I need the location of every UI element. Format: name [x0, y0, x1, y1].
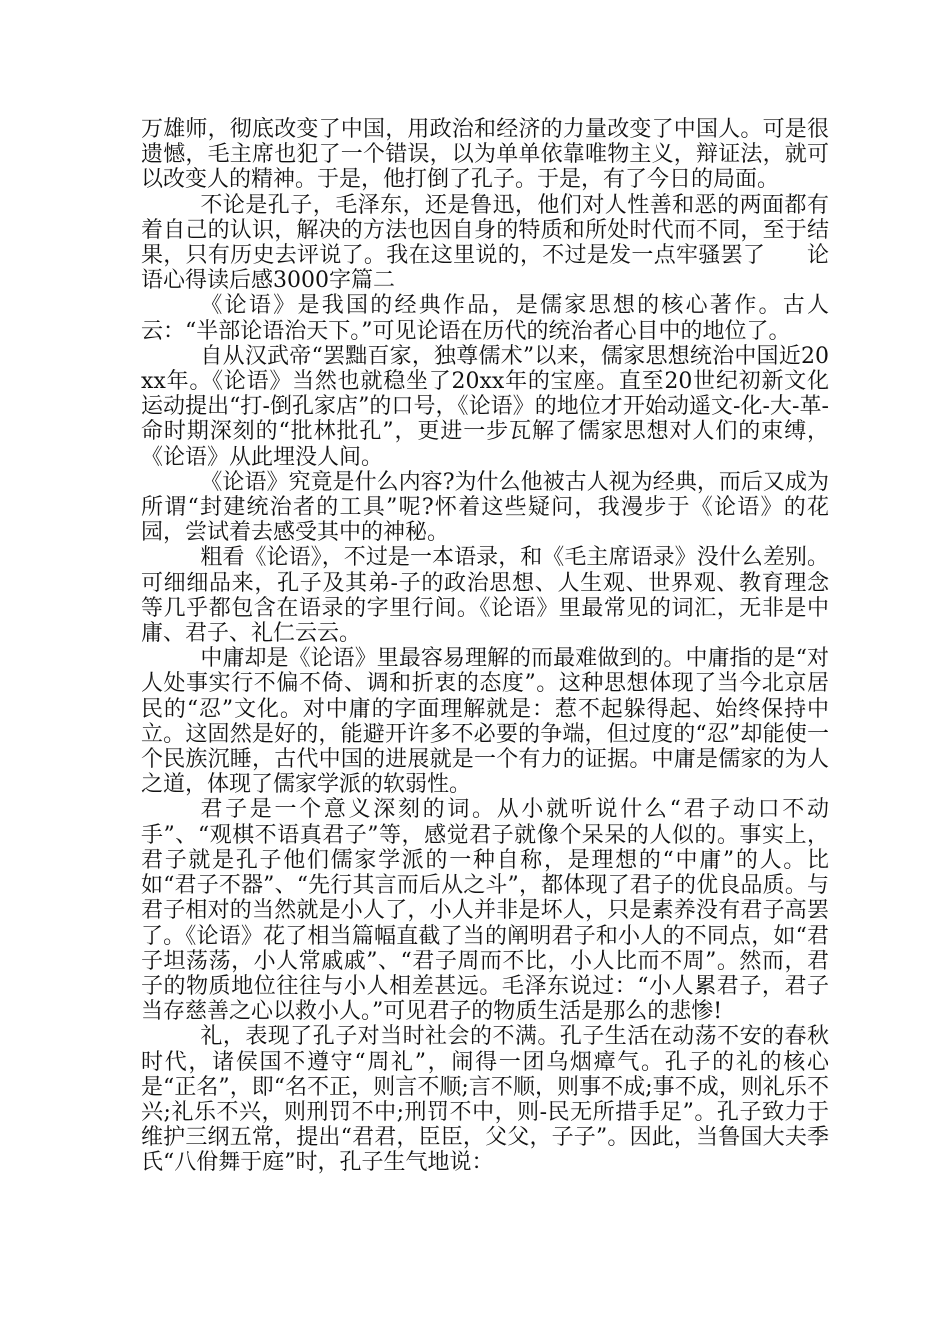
paragraph-1: 万雄师，彻底改变了中国，用政治和经济的力量改变了中国人。可是很遗憾，毛主席也犯了一个错误，以为单单依靠唯物主义，辩证法，就可以改变人的精神。于是，他打倒了孔子。于是，有了今日的局面。 — [141, 117, 829, 193]
paragraph-9: 礼，表现了孔子对当时社会的不满。孔子生活在动荡不安的春秋时代，诸侯国不遵守“周礼”，闹得一团乌烟瘴气。孔子的礼的核心是“正名”，即“名不正，则言不顺;言不顺，则事不成;事不成，则礼乐不兴;礼乐不兴，则刑罚不中;刑罚不中，则-民无所措手足”。孔子致力于维护三纲五常，提出“君君，臣臣，父父，子子”。因此，当鲁国大夫季氏“八佾舞于庭”时，孔子生气地说： — [141, 1024, 829, 1176]
paragraph-3: 《论语》是我国的经典作品，是儒家思想的核心著作。古人云：“半部论语治天下。”可见论语在历代的统治者心目中的地位了。 — [141, 293, 829, 344]
paragraph-4: 自从汉武帝“罢黜百家，独尊儒术”以来，儒家思想统治中国近20xx年。《论语》当然也就稳坐了20xx年的宝座。直至20世纪初新文化运动提出“打-倒孔家店”的口号，《论语》的地位才开始动遥文-化-大-革-命时期深刻的“批林批孔”，更进一步瓦解了儒家思想对人们的束缚，《论语》从此埋没人间。 — [141, 343, 829, 470]
paragraph-8: 君子是一个意义深刻的词。从小就听说什么“君子动口不动手”、“观棋不语真君子”等，感觉君子就像个呆呆的人似的。事实上，君子就是孔子他们儒家学派的一种自称，是理想的“中庸”的人。比如“君子不器”、“先行其言而后从之斗”，都体现了君子的优良品质。与君子相对的当然就是小人了，小人并非是坏人，只是素养没有君子高罢了。《论语》花了相当篇幅直截了当的阐明君子和小人的不同点，如“君子坦荡荡，小人常戚戚”、“君子周而不比，小人比而不周”。然而，君子的物质地位往往与小人相差甚远。毛泽东说过：“小人累君子，君子当存慈善之心以救小人。”可见君子的物质生活是那么的悲惨! — [141, 797, 829, 1025]
section-heading: 论语心得读后感3000字篇二 — [141, 243, 829, 294]
paragraph-2-text: 不论是孔子，毛泽东，还是鲁迅，他们对人性善和恶的两面都有着自己的认识，解决的方法也因自身的特质和所处时代而不同，至于结果，只有历史去评说了。我在这里说的，不过是发一点牢骚罢了 — [141, 192, 829, 269]
paragraph-5: 《论语》究竟是什么内容?为什么他被古人视为经典，而后又成为所谓“封建统治者的工具”呢?怀着这些疑问，我漫步于《论语》的花园，尝试着去感受其中的神秘。 — [141, 469, 829, 546]
document-body — [141, 117, 829, 1176]
paragraph-2 — [141, 193, 829, 294]
paragraph-7: 中庸却是《论语》里最容易理解的而最难做到的。中庸指的是“对人处事实行不偏不倚、调和折衷的态度”。这种思想体现了当今北京居民的“忍”文化。对中庸的字面理解就是：惹不起躲得起、始终保持中立。这固然是好的，能避开许多不必要的争端，但过度的“忍”却能使一个民族沉睡，古代中国的进展就是一个有力的证据。中庸是儒家的为人之道，体现了儒家学派的软弱性。 — [141, 646, 829, 798]
paragraph-6: 粗看《论语》，不过是一本语录，和《毛主席语录》没什么差别。可细细品来，孔子及其弟-子的政治思想、人生观、世界观、教育理念等几乎都包含在语录的字里行间。《论语》里最常见的词汇，无非是中庸、君子、礼仁云云。 — [141, 545, 829, 647]
